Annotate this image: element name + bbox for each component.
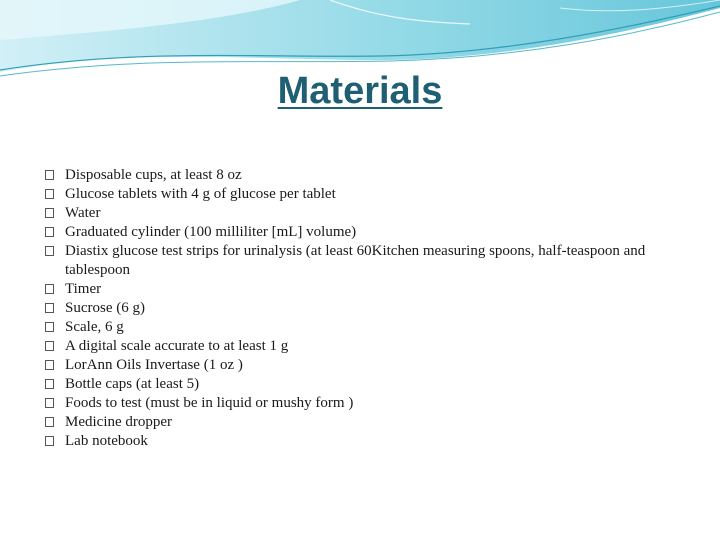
checkbox-icon: [45, 284, 54, 294]
list-item-text: LorAnn Oils Invertase (1 oz ): [65, 357, 243, 373]
list-item: [44, 242, 664, 280]
list-item-text: Diastix glucose test strips for urinalysis (at least 60Kitchen measuring spoons, half-teaspoon and tablespoon: [65, 243, 646, 278]
checkbox-icon: [45, 341, 54, 351]
list-item: [44, 356, 664, 375]
list-item: [44, 166, 664, 185]
list-item: [44, 299, 664, 318]
list-item: [44, 394, 664, 413]
checkbox-icon: [45, 436, 54, 446]
checkbox-icon: [45, 170, 54, 180]
list-item-text: Graduated cylinder (100 milliliter [mL] volume): [65, 224, 357, 240]
materials-list: [44, 166, 664, 451]
list-item: [44, 413, 664, 432]
list-item: [44, 432, 664, 451]
checkbox-icon: [45, 417, 54, 427]
checkbox-icon: [45, 227, 54, 237]
checkbox-icon: [45, 246, 54, 256]
slide-title: Materials: [277, 70, 443, 112]
list-item: [44, 280, 664, 299]
checkbox-icon: [45, 398, 54, 408]
list-item-text: Glucose tablets with 4 g of glucose per tablet: [65, 186, 336, 202]
list-item-text: Water: [65, 205, 101, 221]
list-item-text: Lab notebook: [65, 433, 148, 449]
list-item-text: Timer: [65, 281, 102, 297]
list-item: [44, 337, 664, 356]
list-item: [44, 375, 664, 394]
checkbox-icon: [45, 189, 54, 199]
checkbox-icon: [45, 360, 54, 370]
list-item-text: Sucrose (6 g): [65, 300, 145, 316]
list-item: [44, 223, 664, 242]
list-item-text: Medicine dropper: [65, 414, 173, 430]
list-item: [44, 204, 664, 223]
list-item-text: Scale, 6 g: [65, 319, 124, 335]
checkbox-icon: [45, 303, 54, 313]
checkbox-icon: [45, 208, 54, 218]
checkbox-icon: [45, 379, 54, 389]
list-item-text: A digital scale accurate to at least 1 g: [65, 338, 289, 354]
list-item-text: Disposable cups, at least 8 oz: [65, 167, 242, 183]
list-item-text: Bottle caps (at least 5): [65, 376, 200, 392]
list-item-text: Foods to test (must be in liquid or mushy form ): [65, 395, 354, 411]
checkbox-icon: [45, 322, 54, 332]
list-item: [44, 318, 664, 337]
list-item: [44, 185, 664, 204]
